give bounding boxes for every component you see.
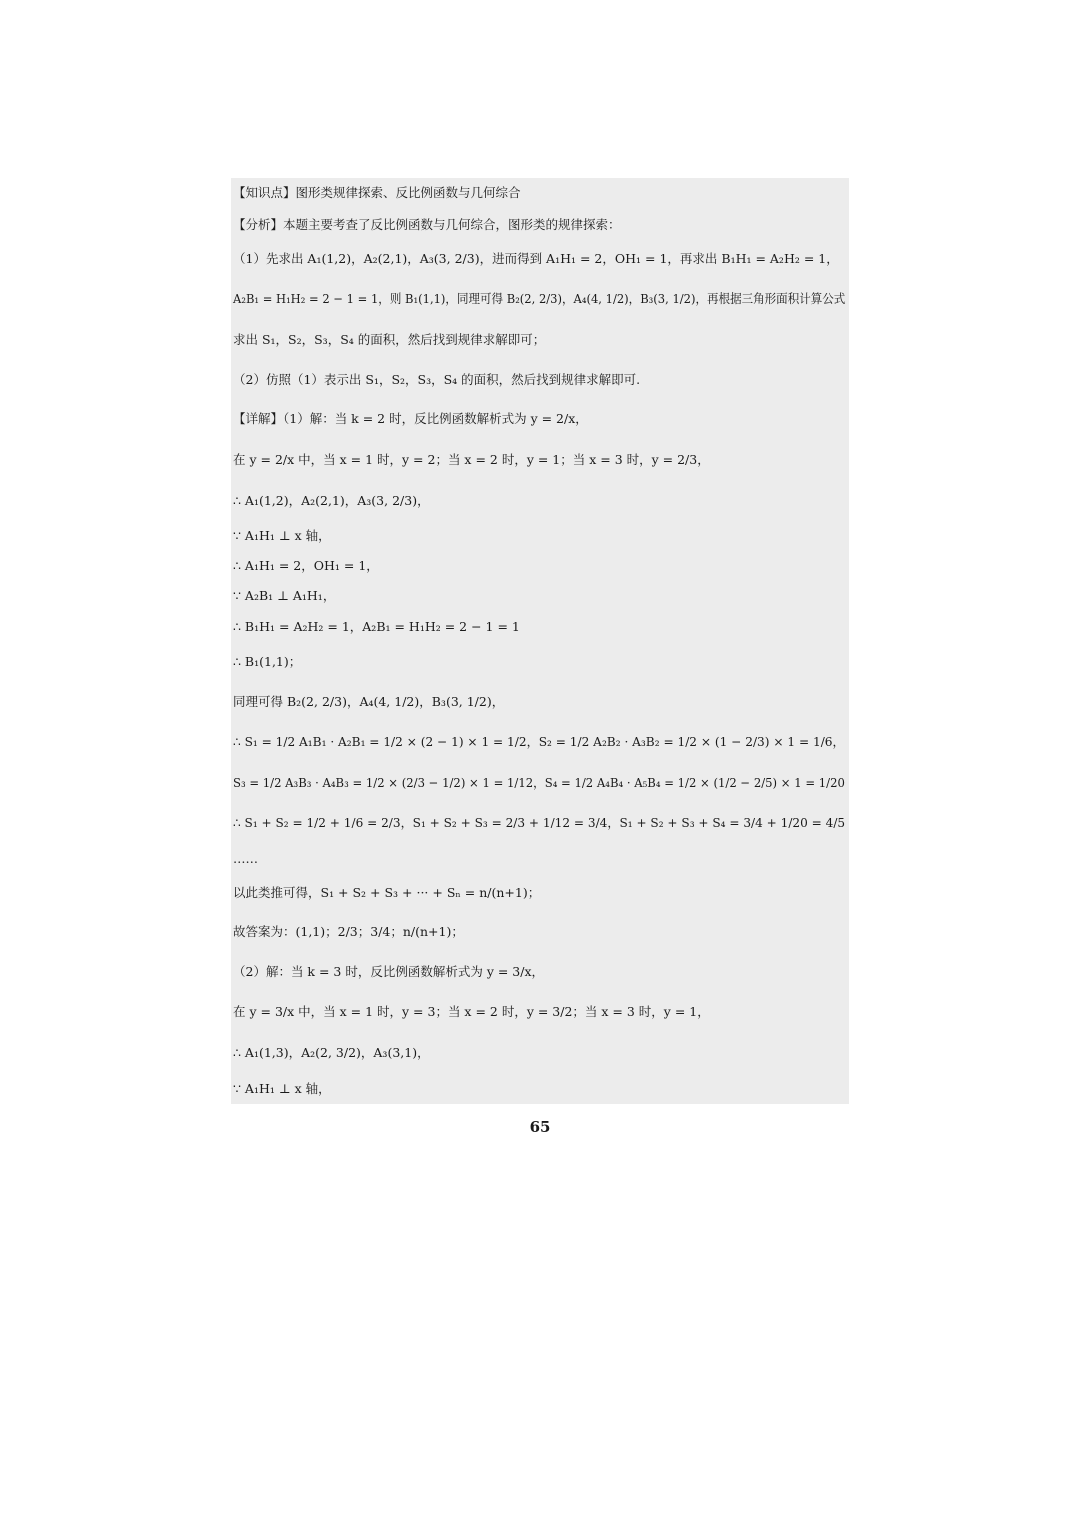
- text-line: 在 y = 2/x 中，当 x = 1 时，y = 2；当 x = 2 时，y = 1；当 x = 3 时，y = 2/3，: [233, 452, 710, 467]
- text-line: ……: [233, 851, 258, 866]
- text-line: 在 y = 3/x 中，当 x = 1 时，y = 3；当 x = 2 时，y = 3/2；当 x = 3 时，y = 1，: [233, 1004, 710, 1019]
- text-line: 故答案为：(1,1)；2/3；3/4；n/(n+1)；: [233, 924, 464, 939]
- text-line: 同理可得 B₂(2, 2/3)，A₄(4, 1/2)，B₃(3, 1/2)，: [233, 694, 505, 709]
- text-line: ∴ B₁(1,1)；: [233, 654, 302, 669]
- text-line: 【知识点】图形类规律探索、反比例函数与几何综合: [233, 185, 521, 200]
- text-line: （2）仿照（1）表示出 S₁，S₂，S₃，S₄ 的面积，然后找到规律求解即可.: [233, 372, 641, 387]
- text-line: ∴ S₁ = 1/2 A₁B₁ · A₂B₁ = 1/2 × (2 − 1) × 1 = 1/2，S₂ = 1/2 A₂B₂ · A₃B₂ = 1/2 × (1 − 2/3) × 1 = 1/6，: [233, 734, 845, 749]
- text-line: A₂B₁ = H₁H₂ = 2 − 1 = 1，则 B₁(1,1)，同理可得 B₂(2, 2/3)，A₄(4, 1/2)，B₃(3, 1/2)，再根据三角形面积计算公式: [233, 291, 846, 306]
- text-line: （1）先求出 A₁(1,2)，A₂(2,1)，A₃(3, 2/3)，进而得到 A₁H₁ = 2，OH₁ = 1，再求出 B₁H₁ = A₂H₂ = 1，: [233, 251, 839, 266]
- text-line: ∴ A₁(1,3)，A₂(2, 3/2)，A₃(3,1)，: [233, 1045, 430, 1060]
- text-line: ∴ S₁ + S₂ = 1/2 + 1/6 = 2/3，S₁ + S₂ + S₃ = 2/3 + 1/12 = 3/4，S₁ + S₂ + S₃ + S₄ = 3/4 + 1/20 = 4/5: [233, 815, 846, 830]
- text-line: 求出 S₁，S₂，S₃，S₄ 的面积，然后找到规律求解即可；: [233, 332, 546, 347]
- text-line: S₃ = 1/2 A₃B₃ · A₄B₃ = 1/2 × (2/3 − 1/2) × 1 = 1/12，S₄ = 1/2 A₄B₄ · A₅B₄ = 1/2 × (1/2 − 2/5) × 1 = 1/20: [233, 775, 845, 790]
- text-line: ∵ A₁H₁ ⊥ x 轴，: [233, 1081, 331, 1096]
- text-line: 【分析】本题主要考查了反比例函数与几何综合，图形类的规律探索：: [233, 217, 621, 232]
- text-line: ∴ B₁H₁ = A₂H₂ = 1，A₂B₁ = H₁H₂ = 2 − 1 = 1: [233, 619, 520, 634]
- text-line: 以此类推可得，S₁ + S₂ + S₃ + ··· + Sₙ = n/(n+1)；: [233, 885, 541, 900]
- text-line: ∴ A₁H₁ = 2，OH₁ = 1，: [233, 558, 379, 573]
- text-line: ∵ A₂B₁ ⊥ A₁H₁，: [233, 588, 336, 603]
- page-number: 65: [529, 1118, 551, 1136]
- text-line: （2）解：当 k = 3 时，反比例函数解析式为 y = 3/x，: [233, 964, 545, 979]
- text-line: ∴ A₁(1,2)，A₂(2,1)，A₃(3, 2/3)，: [233, 493, 430, 508]
- text-line: ∵ A₁H₁ ⊥ x 轴，: [233, 528, 331, 543]
- text-line: 【详解】（1）解：当 k = 2 时，反比例函数解析式为 y = 2/x，: [233, 411, 588, 426]
